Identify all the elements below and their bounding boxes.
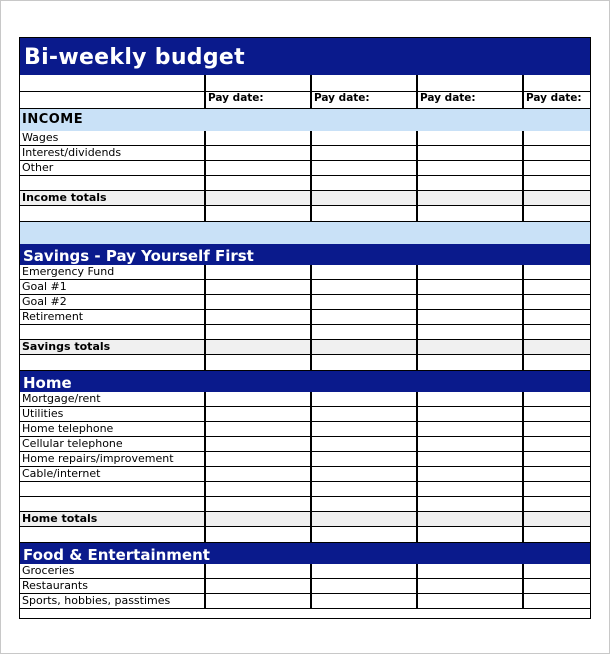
- amount-cell[interactable]: [522, 527, 590, 543]
- amount-cell[interactable]: [204, 325, 310, 340]
- amount-cell[interactable]: [416, 325, 522, 340]
- amount-cell[interactable]: [522, 161, 590, 176]
- amount-cell[interactable]: [416, 482, 522, 497]
- amount-cell[interactable]: [522, 564, 590, 579]
- amount-cell[interactable]: [416, 206, 522, 222]
- amount-cell[interactable]: [204, 497, 310, 512]
- amount-cell[interactable]: [416, 295, 522, 310]
- amount-cell[interactable]: [416, 191, 522, 206]
- row-label-cell: Mortgage/rent: [20, 392, 204, 407]
- amount-cell[interactable]: [204, 437, 310, 452]
- amount-cell[interactable]: [204, 206, 310, 222]
- row-label-cell: [20, 355, 204, 371]
- amount-cell[interactable]: [310, 310, 416, 325]
- row-label-cell: [20, 176, 204, 191]
- amount-cell[interactable]: [204, 191, 310, 206]
- amount-cell[interactable]: [416, 452, 522, 467]
- amount-cell[interactable]: [204, 594, 310, 609]
- row-label-cell: [20, 482, 204, 497]
- row-label-cell: [20, 527, 204, 543]
- amount-cell[interactable]: [310, 437, 416, 452]
- amount-cell[interactable]: [416, 437, 522, 452]
- amount-cell[interactable]: [310, 146, 416, 161]
- amount-cell[interactable]: [416, 497, 522, 512]
- row-label-cell: [20, 92, 204, 109]
- amount-cell[interactable]: [204, 75, 310, 92]
- pay-date-header: Pay date:: [310, 92, 416, 109]
- amount-cell[interactable]: [522, 467, 590, 482]
- amount-cell[interactable]: [310, 206, 416, 222]
- amount-cell[interactable]: [204, 146, 310, 161]
- amount-cell[interactable]: [310, 176, 416, 191]
- row-label-cell: Emergency Fund: [20, 265, 204, 280]
- amount-cell[interactable]: [204, 355, 310, 371]
- savings-row: [20, 295, 590, 310]
- row-label-cell: Sports, hobbies, passtimes: [20, 594, 204, 609]
- blank-row: [20, 497, 590, 512]
- savings-row: [20, 280, 590, 295]
- title-bar: [20, 38, 590, 75]
- food-row: [20, 579, 590, 594]
- home-header: [20, 371, 590, 392]
- amount-cell[interactable]: [522, 512, 590, 527]
- amount-cell[interactable]: [416, 392, 522, 407]
- amount-cell[interactable]: [310, 527, 416, 543]
- row-label-cell: [20, 497, 204, 512]
- amount-cell[interactable]: [522, 280, 590, 295]
- home-row: [20, 407, 590, 422]
- savings-row: [20, 310, 590, 325]
- amount-cell[interactable]: [416, 146, 522, 161]
- amount-cell[interactable]: [522, 392, 590, 407]
- amount-cell[interactable]: [310, 579, 416, 594]
- row-label-cell: Goal #1: [20, 280, 204, 295]
- savings-header-title: Savings - Pay Yourself First: [23, 247, 254, 265]
- amount-cell[interactable]: [204, 407, 310, 422]
- amount-cell[interactable]: [204, 340, 310, 355]
- amount-cell[interactable]: [416, 340, 522, 355]
- amount-cell[interactable]: [310, 564, 416, 579]
- amount-cell[interactable]: [204, 452, 310, 467]
- amount-cell[interactable]: [310, 512, 416, 527]
- amount-cell[interactable]: [204, 564, 310, 579]
- amount-cell[interactable]: [416, 564, 522, 579]
- budget-sheet: [19, 37, 591, 619]
- amount-cell[interactable]: [310, 392, 416, 407]
- amount-cell[interactable]: [522, 482, 590, 497]
- amount-cell[interactable]: [310, 594, 416, 609]
- amount-cell[interactable]: [522, 310, 590, 325]
- amount-cell[interactable]: [522, 452, 590, 467]
- income-row: [20, 146, 590, 161]
- row-label-cell: [20, 325, 204, 340]
- blank-row: [20, 176, 590, 191]
- amount-cell[interactable]: [310, 295, 416, 310]
- amount-cell[interactable]: [310, 497, 416, 512]
- income-row: [20, 161, 590, 176]
- row-label-cell: Other: [20, 161, 204, 176]
- savings-totals-row: [20, 340, 590, 355]
- amount-cell[interactable]: [522, 437, 590, 452]
- amount-cell[interactable]: [416, 355, 522, 371]
- amount-cell[interactable]: [416, 407, 522, 422]
- amount-cell[interactable]: [522, 579, 590, 594]
- amount-cell[interactable]: [522, 265, 590, 280]
- row-label-cell: Home repairs/improvement: [20, 452, 204, 467]
- amount-cell[interactable]: [310, 75, 416, 92]
- amount-cell[interactable]: [310, 325, 416, 340]
- amount-cell[interactable]: [522, 146, 590, 161]
- income-header: [20, 109, 590, 131]
- amount-cell[interactable]: [416, 131, 522, 146]
- amount-cell[interactable]: [310, 280, 416, 295]
- amount-cell[interactable]: [310, 340, 416, 355]
- amount-cell[interactable]: [416, 527, 522, 543]
- amount-cell[interactable]: [204, 392, 310, 407]
- row-label-cell: Interest/dividends: [20, 146, 204, 161]
- amount-cell[interactable]: [522, 75, 590, 92]
- amount-cell[interactable]: [522, 206, 590, 222]
- amount-cell[interactable]: [310, 407, 416, 422]
- amount-cell[interactable]: [204, 295, 310, 310]
- pay-date-row: [20, 92, 590, 109]
- amount-cell[interactable]: [204, 265, 310, 280]
- home-row: [20, 422, 590, 437]
- home-row: [20, 467, 590, 482]
- blank-row: [20, 482, 590, 497]
- row-label-cell: [20, 206, 204, 222]
- amount-cell[interactable]: [522, 340, 590, 355]
- amount-cell[interactable]: [522, 325, 590, 340]
- spacer-band: [20, 222, 590, 244]
- amount-cell[interactable]: [522, 355, 590, 371]
- income-row: [20, 131, 590, 146]
- home-row: [20, 437, 590, 452]
- row-label-cell: Home telephone: [20, 422, 204, 437]
- home-row: [20, 392, 590, 407]
- amount-cell[interactable]: [416, 467, 522, 482]
- amount-cell[interactable]: [204, 176, 310, 191]
- income-header-title: INCOME: [22, 112, 84, 127]
- amount-cell[interactable]: [416, 310, 522, 325]
- amount-cell[interactable]: [416, 280, 522, 295]
- home-row: [20, 452, 590, 467]
- amount-cell[interactable]: [204, 482, 310, 497]
- amount-cell[interactable]: [204, 467, 310, 482]
- amount-cell[interactable]: [204, 280, 310, 295]
- food-row: [20, 594, 590, 609]
- amount-cell[interactable]: [522, 594, 590, 609]
- amount-cell[interactable]: [522, 176, 590, 191]
- amount-cell[interactable]: [416, 422, 522, 437]
- blank-row: [20, 206, 590, 222]
- home-header-title: Home: [23, 374, 72, 392]
- amount-cell[interactable]: [522, 131, 590, 146]
- amount-cell[interactable]: [416, 176, 522, 191]
- amount-cell[interactable]: [522, 407, 590, 422]
- amount-cell[interactable]: [204, 422, 310, 437]
- food-header-title: Food & Entertainment: [23, 546, 210, 564]
- amount-cell[interactable]: [522, 295, 590, 310]
- amount-cell[interactable]: [310, 161, 416, 176]
- amount-cell[interactable]: [310, 265, 416, 280]
- amount-cell[interactable]: [204, 310, 310, 325]
- amount-cell[interactable]: [310, 467, 416, 482]
- amount-cell[interactable]: [204, 131, 310, 146]
- amount-cell[interactable]: [204, 579, 310, 594]
- amount-cell[interactable]: [204, 161, 310, 176]
- amount-cell[interactable]: [310, 482, 416, 497]
- home-totals-row: [20, 512, 590, 527]
- amount-cell[interactable]: [204, 512, 310, 527]
- amount-cell[interactable]: [522, 191, 590, 206]
- row-label-cell: Income totals: [20, 191, 204, 206]
- amount-cell[interactable]: [416, 594, 522, 609]
- pay-date-header: Pay date:: [204, 92, 310, 109]
- blank-row: [20, 355, 590, 371]
- amount-cell[interactable]: [416, 75, 522, 92]
- blank-row: [20, 527, 590, 543]
- food-row: [20, 564, 590, 579]
- amount-cell[interactable]: [310, 422, 416, 437]
- amount-cell[interactable]: [522, 497, 590, 512]
- income-totals-row: [20, 191, 590, 206]
- pay-date-header: Pay date:: [416, 92, 522, 109]
- row-label-cell: Goal #2: [20, 295, 204, 310]
- row-label-cell: Savings totals: [20, 340, 204, 355]
- amount-cell[interactable]: [416, 161, 522, 176]
- row-label-cell: Cellular telephone: [20, 437, 204, 452]
- pay-date-header: Pay date:: [522, 92, 590, 109]
- savings-header: [20, 244, 590, 265]
- row-label-cell: Utilities: [20, 407, 204, 422]
- row-label-cell: Wages: [20, 131, 204, 146]
- amount-cell[interactable]: [416, 512, 522, 527]
- row-label-cell: Restaurants: [20, 579, 204, 594]
- amount-cell[interactable]: [310, 452, 416, 467]
- amount-cell[interactable]: [204, 527, 310, 543]
- row-label-cell: Cable/internet: [20, 467, 204, 482]
- amount-cell[interactable]: [310, 355, 416, 371]
- blank-row: [20, 75, 590, 92]
- food-header: [20, 543, 590, 564]
- amount-cell[interactable]: [522, 422, 590, 437]
- sheet-title: Bi-weekly budget: [24, 45, 245, 70]
- amount-cell[interactable]: [310, 191, 416, 206]
- row-label-cell: Home totals: [20, 512, 204, 527]
- row-label-cell: Groceries: [20, 564, 204, 579]
- savings-row: [20, 265, 590, 280]
- blank-row: [20, 325, 590, 340]
- amount-cell[interactable]: [310, 131, 416, 146]
- amount-cell[interactable]: [416, 265, 522, 280]
- amount-cell[interactable]: [416, 579, 522, 594]
- row-label-cell: [20, 75, 204, 92]
- row-label-cell: Retirement: [20, 310, 204, 325]
